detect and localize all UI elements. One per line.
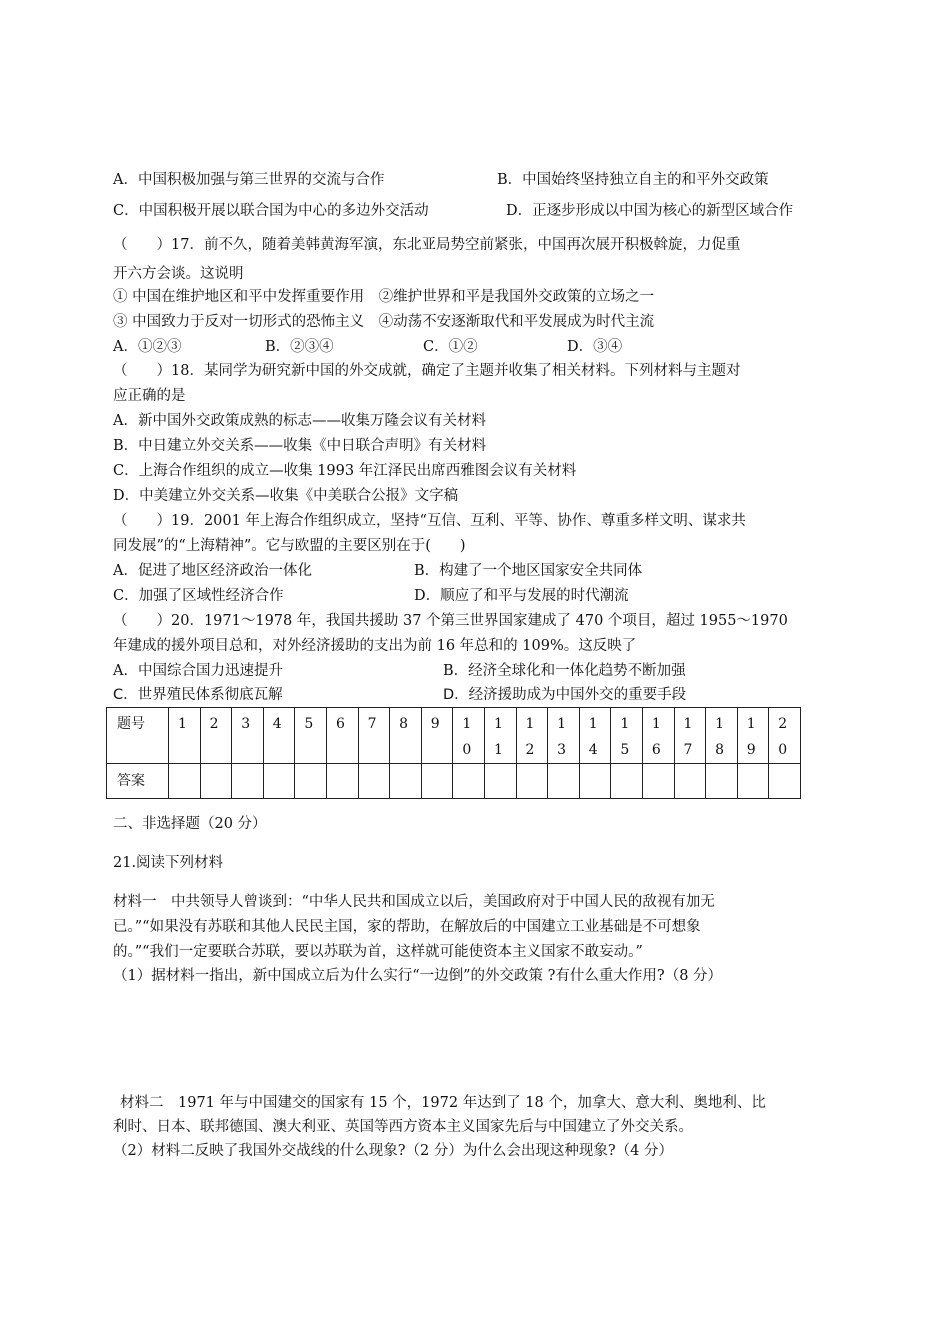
q16-option-c: C．中国积极开展以联合国为中心的多边外交活动 bbox=[113, 203, 429, 219]
question-number-cell: 20 bbox=[769, 708, 801, 764]
q21-title: 21.阅读下列材料 bbox=[113, 855, 224, 871]
material2-line2: 利时、日本、联邦德国、澳大利亚、英国等西方资本主义国家先后与中国建立了外交关系。 bbox=[113, 1119, 693, 1135]
answer-cell[interactable] bbox=[200, 764, 232, 799]
question-number-cell: 17 bbox=[674, 708, 706, 764]
q21-subquestion-1: （1）据材料一指出，新中国成立后为什么实行“一边倒”的外交政策 ?有什么重大作用?（8 分） bbox=[113, 968, 723, 984]
q18-stem-line1: （ ）18．某同学为研究新中国的外交成就，确定了主题并收集了相关材料。下列材料与主题对 bbox=[113, 363, 741, 379]
answer-cell[interactable] bbox=[232, 764, 264, 799]
material1-line2: 已。”“如果没有苏联和其他人民民主国，家的帮助，在解放后的中国建立工业基础是不可想象 bbox=[113, 919, 701, 935]
q17-option-a: A．①②③ bbox=[113, 339, 182, 355]
question-number-cell: 12 bbox=[516, 708, 548, 764]
q17-option-d: D．③④ bbox=[567, 339, 623, 355]
answer-cell[interactable] bbox=[706, 764, 738, 799]
q18-option-b: B．中日建立外交关系——收集《中日联合声明》有关材料 bbox=[113, 438, 487, 454]
answer-cell[interactable] bbox=[548, 764, 580, 799]
q18-option-a: A．新中国外交政策成熟的标志——收集万隆会议有关材料 bbox=[113, 413, 486, 429]
question-number-cell: 7 bbox=[358, 708, 390, 764]
question-number-cell: 3 bbox=[232, 708, 264, 764]
q18-stem-line2: 应正确的是 bbox=[113, 388, 186, 404]
q18-option-c: C．上海合作组织的成立—收集 1993 年江泽民出席西雅图会议有关材料 bbox=[113, 463, 577, 479]
q17-stem-line1: （ ）17．前不久，随着美韩黄海军演，东北亚局势空前紧张，中国再次展开积极斡旋，力促重 bbox=[113, 237, 741, 253]
q16-option-d: D．正逐步形成以中国为核心的新型区域合作 bbox=[506, 203, 794, 219]
question-number-cell: 1 bbox=[169, 708, 201, 764]
question-number-cell: 14 bbox=[579, 708, 611, 764]
answer-cell[interactable] bbox=[579, 764, 611, 799]
q20-option-c: C．世界殖民体系彻底瓦解 bbox=[113, 687, 283, 703]
q20-option-a: A．中国综合国力迅速提升 bbox=[113, 663, 283, 679]
q20-option-b: B．经济全球化和一体化趋势不断加强 bbox=[443, 663, 686, 679]
answer-cell[interactable] bbox=[295, 764, 327, 799]
material1-line3: 的。”“我们一定要联合苏联，要以苏联为首，这样就可能使资本主义国家不敢妄动。” bbox=[113, 944, 643, 960]
question-number-cell: 2 bbox=[200, 708, 232, 764]
q19-option-a: A．促进了地区经济政治一体化 bbox=[113, 563, 312, 579]
q16-option-b: B．中国始终坚持独立自主的和平外交政策 bbox=[497, 172, 769, 188]
answer-cell[interactable] bbox=[326, 764, 358, 799]
q21-subquestion-2: （2）材料二反映了我国外交战线的什么现象?（2 分）为什么会出现这种现象?（4 分） bbox=[113, 1143, 673, 1159]
q17-option-b: B．②③④ bbox=[265, 339, 334, 355]
question-number-cell: 11 bbox=[484, 708, 516, 764]
q16-option-a: A．中国积极加强与第三世界的交流与合作 bbox=[113, 172, 385, 188]
answer-cell[interactable] bbox=[737, 764, 769, 799]
answer-table bbox=[106, 707, 801, 799]
question-number-cell: 19 bbox=[737, 708, 769, 764]
answer-cell[interactable] bbox=[358, 764, 390, 799]
q19-option-b: B．构建了一个地区国家安全共同体 bbox=[414, 563, 643, 579]
answer-cell[interactable] bbox=[421, 764, 453, 799]
q20-stem-line2: 年建成的援外项目总和，对外经济援助的支出为前 16 年总和的 109%。这反映了 bbox=[113, 638, 637, 654]
q17-statement-3-4: ③ 中国致力于反对一切形式的恐怖主义 ④动荡不安逐渐取代和平发展成为时代主流 bbox=[113, 314, 655, 330]
answer-cell[interactable] bbox=[390, 764, 422, 799]
material1-line1: 材料一 中共领导人曾谈到：“中华人民共和国成立以后，美国政府对于中国人民的敌视有加无 bbox=[113, 894, 715, 910]
answer-cell[interactable] bbox=[674, 764, 706, 799]
q19-stem-line1: （ ）19．2001 年上海合作组织成立，坚持“互信、互利、平等、协作、尊重多样文明、谋求共 bbox=[113, 513, 746, 529]
question-number-cell: 15 bbox=[611, 708, 643, 764]
q20-option-d: D．经济援助成为中国外交的重要手段 bbox=[443, 687, 687, 703]
question-number-cell: 18 bbox=[706, 708, 738, 764]
question-number-cell: 6 bbox=[326, 708, 358, 764]
answer-cell[interactable] bbox=[611, 764, 643, 799]
q17-option-c: C．①② bbox=[423, 339, 478, 355]
table-header-question-number: 题号 bbox=[107, 708, 169, 764]
section2-title: 二、非选择题（20 分） bbox=[113, 816, 267, 832]
answer-cell[interactable] bbox=[484, 764, 516, 799]
question-number-cell: 8 bbox=[390, 708, 422, 764]
answer-cell[interactable] bbox=[769, 764, 801, 799]
q17-stem-line2: 开六方会谈。这说明 bbox=[113, 266, 244, 282]
q20-stem-line1: （ ）20．1971～1978 年，我国共援助 37 个第三世界国家建成了 470 个项目，超过 1955～1970 bbox=[113, 613, 788, 629]
answer-cell[interactable] bbox=[642, 764, 674, 799]
q19-option-c: C．加强了区域性经济合作 bbox=[113, 588, 284, 604]
q19-stem-line2: 同发展”的“上海精神”。它与欧盟的主要区别在于( ) bbox=[113, 538, 466, 554]
question-number-cell: 5 bbox=[295, 708, 327, 764]
question-number-cell: 16 bbox=[642, 708, 674, 764]
q17-statement-1-2: ① 中国在维护地区和平中发挥重要作用 ②维护世界和平是我国外交政策的立场之一 bbox=[113, 289, 655, 305]
question-number-cell: 10 bbox=[453, 708, 485, 764]
material2-line1: 材料二 1971 年与中国建交的国家有 15 个，1972 年达到了 18 个，加拿大、意大利、奥地利、比 bbox=[120, 1095, 766, 1111]
answer-cell[interactable] bbox=[453, 764, 485, 799]
question-number-cell: 9 bbox=[421, 708, 453, 764]
q19-option-d: D．顺应了和平与发展的时代潮流 bbox=[414, 588, 629, 604]
q18-option-d: D．中美建立外交关系—收集《中美联合公报》文字稿 bbox=[113, 488, 459, 504]
answer-cell[interactable] bbox=[263, 764, 295, 799]
answer-cell[interactable] bbox=[516, 764, 548, 799]
answer-table-number-row bbox=[107, 708, 801, 764]
question-number-cell: 4 bbox=[263, 708, 295, 764]
answer-cell[interactable] bbox=[169, 764, 201, 799]
answer-table-answer-row bbox=[107, 764, 801, 799]
question-number-cell: 13 bbox=[548, 708, 580, 764]
table-header-answer: 答案 bbox=[107, 764, 169, 799]
